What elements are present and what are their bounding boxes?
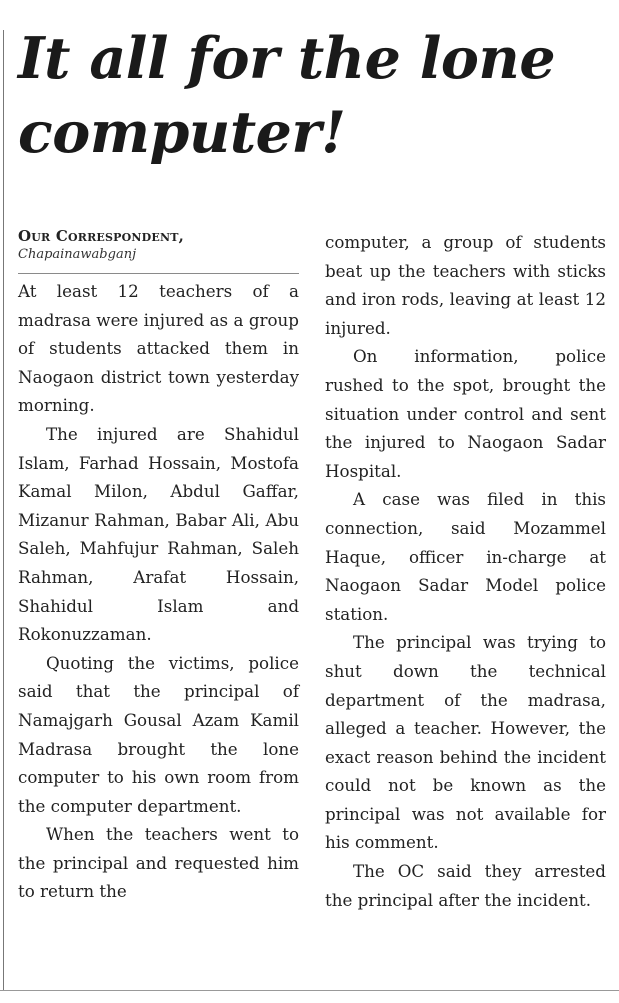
byline: Our Correspondent, [18,227,185,245]
article-paragraph: computer, a group of students beat up the teachers with sticks and iron rods, leaving at least 12 injured. [325,232,606,338]
article-paragraph: At least 12 teachers of a madrasa were injured as a group of students attacked them in Naogaon district town yesterday morning. [18,281,299,416]
article-paragraph: A case was filed in this connection, said Mozammel Haque, officer in-charge at Naogaon Sadar Model police station. [325,489,606,624]
left-column-rule [3,30,4,990]
dateline: Chapainawabganj [18,247,137,262]
headline: It all for the lone computer! [18,25,556,166]
article-paragraph: The principal was trying to shut down the technical department of the madrasa, alleged a teacher. However, the exact reason behind the incident could not be known as the principal was not available for his comment. [325,632,606,853]
article-paragraph: The injured are Shahidul Islam, Farhad Hossain, Mostofa Kamal Milon, Abdul Gaffar, Mizanur Rahman, Babar Ali, Abu Saleh, Mahfujur Rahman, Saleh Rahman, Arafat Hossain, Shahidul Islam and Rokonuzzaman. [18,423,299,645]
article-paragraph: Quoting the victims, police said that the principal of Namajgarh Gousal Azam Kamil Madrasa brought the lone computer to his own room from the computer department. [18,652,299,816]
article-paragraph: When the teachers went to the principal and requested him to return the [18,824,299,902]
article-paragraph: The OC said they arrested the principal after the incident. [325,861,606,910]
article-column-right [325,228,606,914]
byline-divider [18,273,299,274]
article-column-left [18,226,299,906]
article-paragraph: On information, police rushed to the spot, brought the situation under control and sent the injured to Naogaon Sadar Hospital. [325,346,606,481]
bottom-rule [0,990,619,991]
